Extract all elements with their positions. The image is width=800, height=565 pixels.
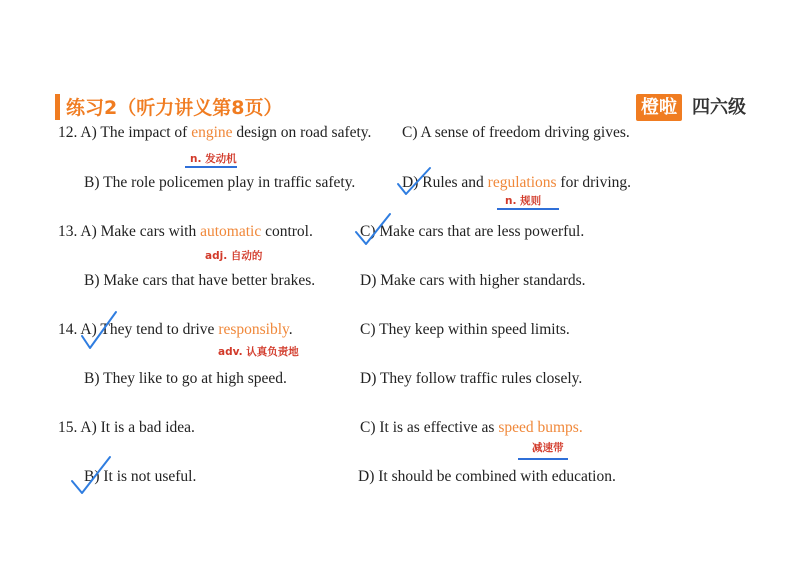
annotation-speed-bumps: 减速带: [532, 442, 564, 454]
question-number: 14.: [58, 321, 78, 338]
question-13-option-a: [58, 223, 313, 241]
option-text: It should be combined with education.: [378, 468, 616, 485]
option-letter: D): [360, 272, 377, 289]
question-number: 12.: [58, 124, 78, 141]
annotation-regulations: n. 规则: [505, 195, 542, 207]
option-letter: C): [360, 223, 376, 240]
checkmark-icon: [396, 166, 432, 198]
option-text: for driving.: [556, 174, 632, 191]
question-number: 15.: [58, 419, 78, 436]
option-letter: B): [84, 468, 100, 485]
annotation-underline: [518, 458, 568, 460]
annotation-automatic: adj. 自动的: [205, 250, 263, 262]
option-text: The impact of: [100, 124, 192, 141]
option-text: design on road safety.: [232, 124, 372, 141]
question-14-option-b: [84, 370, 287, 388]
question-number: 13.: [58, 223, 78, 240]
question-14-option-d: [360, 370, 582, 388]
highlighted-word: regulations: [487, 174, 557, 191]
option-text: They keep within speed limits.: [379, 321, 570, 338]
option-letter: C): [402, 124, 418, 141]
option-letter: C): [360, 321, 376, 338]
option-text: control.: [261, 223, 313, 240]
option-letter: D): [360, 370, 377, 387]
option-letter: A): [80, 321, 97, 338]
option-text: Make cars with higher standards.: [380, 272, 586, 289]
question-12-option-d: [402, 174, 631, 192]
checkmark-icon: [354, 212, 392, 248]
question-12-option-b: [84, 174, 355, 192]
annotation-underline: [497, 208, 559, 210]
annotation-engine: n. 发动机: [190, 153, 237, 165]
highlighted-word: automatic: [200, 223, 262, 240]
question-15-option-c: [360, 419, 583, 437]
question-12-option-c: [402, 124, 630, 142]
question-15-option-a: [58, 419, 195, 437]
question-14-option-c: [360, 321, 570, 339]
option-text: It is as effective as: [379, 419, 499, 436]
option-letter: D): [358, 468, 375, 485]
option-letter: B): [84, 370, 100, 387]
highlighted-word: responsibly: [218, 321, 289, 338]
option-text: They tend to drive: [100, 321, 219, 338]
question-13-option-b: [84, 272, 315, 290]
checkmark-icon: [70, 455, 112, 497]
brand-logo-text: 四六级: [692, 97, 746, 118]
annotation-responsibly: adv. 认真负责地: [218, 346, 299, 358]
option-text: Make cars with: [100, 223, 201, 240]
option-letter: D): [402, 174, 419, 191]
question-13-option-d: [360, 272, 586, 290]
option-letter: A): [80, 124, 97, 141]
title-accent-bar: [55, 94, 60, 120]
question-15-option-d: [358, 468, 616, 486]
option-text: Make cars that have better brakes.: [103, 272, 316, 289]
option-text: The role policemen play in traffic safety.: [103, 174, 356, 191]
option-letter: A): [80, 223, 97, 240]
option-letter: C): [360, 419, 376, 436]
question-12-option-a: [58, 124, 371, 142]
option-letter: B): [84, 272, 100, 289]
checkmark-icon: [80, 310, 118, 350]
option-text: A sense of freedom driving gives.: [420, 124, 630, 141]
brand-logo-highlight: 橙啦: [636, 94, 682, 121]
question-13-option-c: [360, 223, 584, 241]
option-text: They follow traffic rules closely.: [379, 370, 583, 387]
option-letter: A): [80, 419, 97, 436]
annotation-underline: [185, 166, 237, 168]
option-letter: B): [84, 174, 100, 191]
highlighted-word: engine: [191, 124, 233, 141]
option-text: They like to go at high speed.: [103, 370, 287, 387]
option-text: It is a bad idea.: [100, 419, 195, 436]
option-text: Make cars that are less powerful.: [379, 223, 585, 240]
option-text: Rules and: [422, 174, 488, 191]
option-text: .: [288, 321, 293, 338]
option-text: It is not useful.: [103, 468, 197, 485]
highlighted-word: speed bumps.: [498, 419, 583, 436]
page-title: 练习2（听力讲义第8页）: [66, 97, 283, 119]
